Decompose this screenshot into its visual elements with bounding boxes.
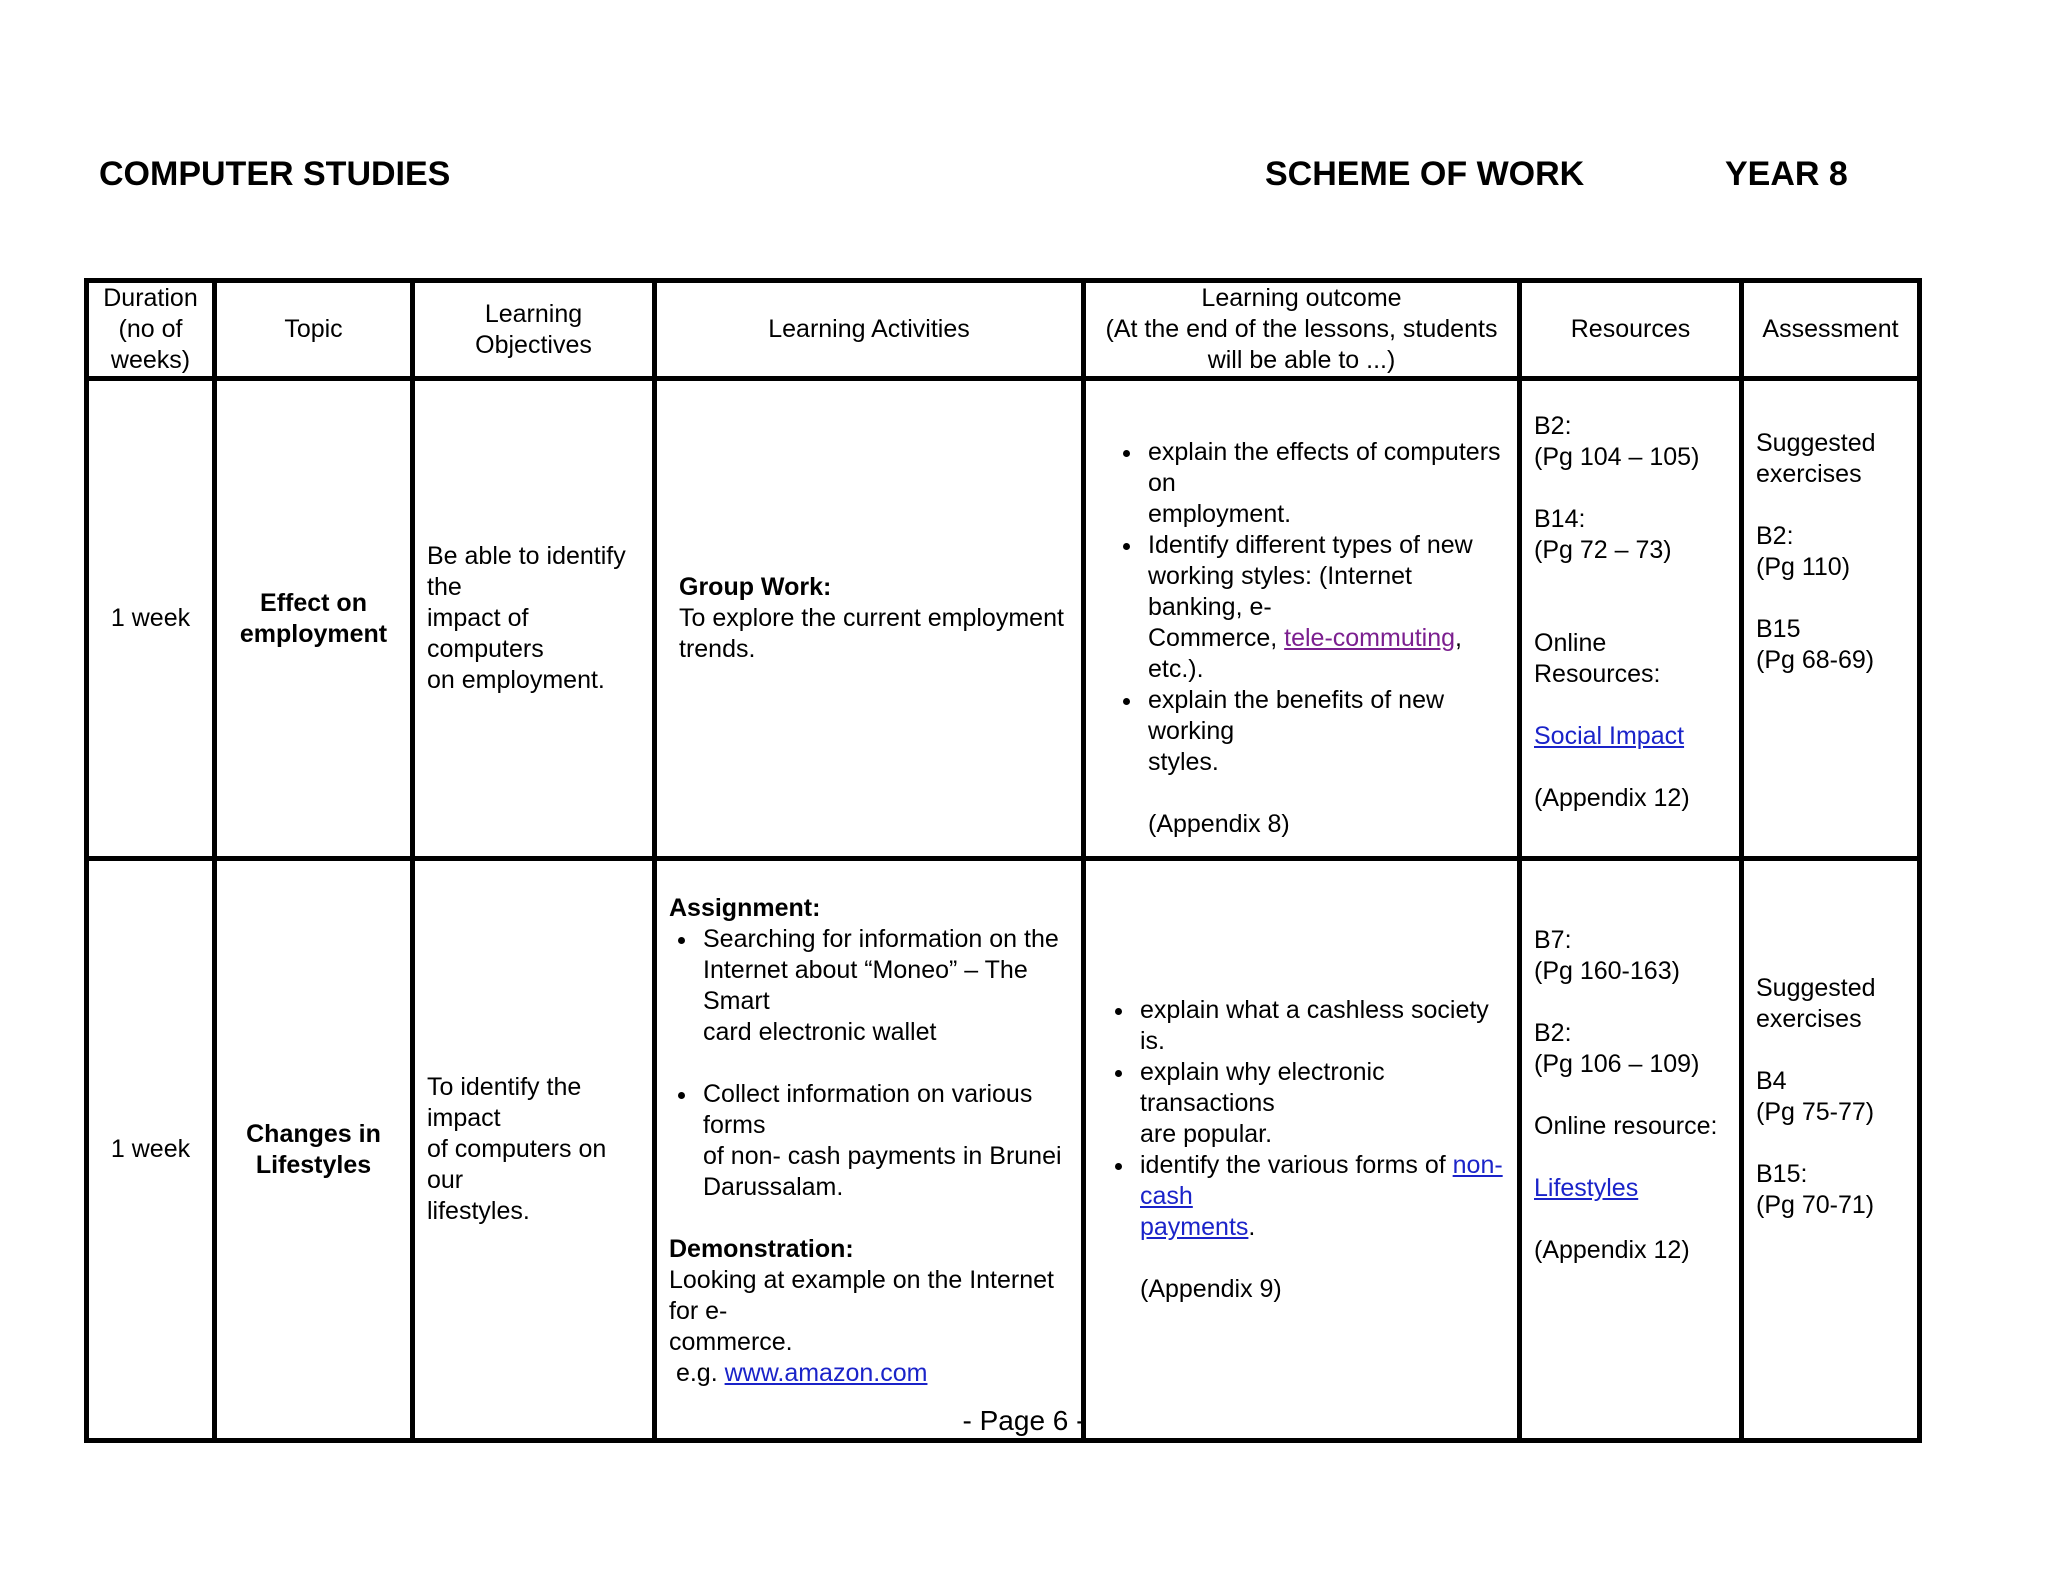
resources-cell: B2: (Pg 104 – 105) B14: (Pg 72 – 73) Online Resources: Social Impact (Appendix 12)	[1520, 379, 1742, 859]
tele-commuting-link[interactable]: tele-commuting	[1284, 624, 1456, 652]
appendix-reference: (Appendix 9)	[1140, 1274, 1282, 1303]
document-subject-title: COMPUTER STUDIES	[99, 155, 451, 193]
list-item: • explain what a cashless society is.	[1136, 995, 1505, 1057]
column-header-learning-outcome: Learning outcome (At the end of the lessons, students will be able to ...)	[1084, 281, 1520, 379]
topic-cell: Effect on employment	[215, 379, 413, 859]
list-item: • explain why electronic transactions are popular.	[1136, 1057, 1505, 1150]
learning-activities-cell: Group Work: To explore the current employment trends.	[655, 379, 1084, 859]
table-row	[87, 379, 1920, 859]
page-number: - Page 6 -	[962, 1405, 1086, 1436]
topic-cell: Changes in Lifestyles	[215, 859, 413, 1441]
column-header-learning-objectives: Learning Objectives	[413, 281, 655, 379]
column-header-learning-activities: Learning Activities	[655, 281, 1084, 379]
table-header-row	[87, 281, 1920, 379]
learning-outcome-cell	[1084, 859, 1520, 1441]
non-cash-payments-link-continued[interactable]: payments	[1140, 1212, 1249, 1241]
scheme-of-work-title: SCHEME OF WORK	[1265, 155, 1585, 193]
duration-cell: 1 week	[87, 859, 215, 1441]
year-level-title: YEAR 8	[1725, 155, 1848, 193]
social-impact-link[interactable]: Social Impact	[1534, 722, 1685, 750]
assignment-heading: Assignment:	[669, 894, 821, 922]
learning-objectives-cell: To identify the impact of computers on our lifestyles.	[413, 859, 655, 1441]
column-header-assessment: Assessment	[1742, 281, 1920, 379]
learning-objectives-cell: Be able to identify the impact of computers on employment.	[413, 379, 655, 859]
assessment-cell: Suggested exercises B4 (Pg 75-77) B15: (Pg 70-71)	[1742, 859, 1920, 1441]
list-item: • identify the various forms of non-cash payments.	[1136, 1150, 1505, 1243]
list-item: • explain the effects of computers on employment.	[1144, 437, 1505, 530]
resources-cell: B7: (Pg 160-163) B2: (Pg 106 – 109) Online resource: Lifestyles (Appendix 12)	[1520, 859, 1742, 1441]
non-cash-payments-link[interactable]: non-cash	[1140, 1150, 1503, 1210]
table-row	[87, 859, 1920, 1441]
lifestyles-link[interactable]: Lifestyles	[1534, 1174, 1639, 1202]
list-item: • Searching for information on the Internet about “Moneo” – The Smart card electronic wallet	[699, 924, 1069, 1048]
column-header-topic: Topic	[215, 281, 413, 379]
list-item: • explain the benefits of new working styles.	[1144, 685, 1505, 778]
scheme-of-work-table	[84, 278, 1922, 1443]
demonstration-heading: Demonstration:	[669, 1235, 854, 1263]
list-item: • Identify different types of new working styles: (Internet banking, e- Commerce, tele-commuting, etc.).	[1144, 530, 1505, 685]
column-header-resources: Resources	[1520, 281, 1742, 379]
learning-outcome-cell	[1084, 379, 1520, 859]
duration-cell: 1 week	[87, 379, 215, 859]
list-item: • Collect information on various forms of non- cash payments in Brunei Darussalam.	[699, 1079, 1069, 1203]
outcome-list	[1098, 437, 1505, 778]
amazon-link[interactable]: www.amazon.com	[724, 1359, 928, 1387]
appendix-reference: (Appendix 8)	[1148, 810, 1290, 838]
assignment-list	[669, 924, 1069, 1203]
outcome-list	[1098, 995, 1505, 1243]
assessment-cell: Suggested exercises B2: (Pg 110) B15 (Pg 68-69)	[1742, 379, 1920, 859]
learning-activities-cell: Assignment: • Searching for information on the Internet about “Moneo” – The Smart card electronic wallet • Collect information on various forms of non- cash payments in Brunei Darussalam. Demonstration: Looking at example on the Internet for e- commerce. e.g. www.amazon.com	[655, 859, 1084, 1441]
column-header-duration: Duration (no of weeks)	[87, 281, 215, 379]
group-work-heading: Group Work:	[679, 573, 832, 601]
